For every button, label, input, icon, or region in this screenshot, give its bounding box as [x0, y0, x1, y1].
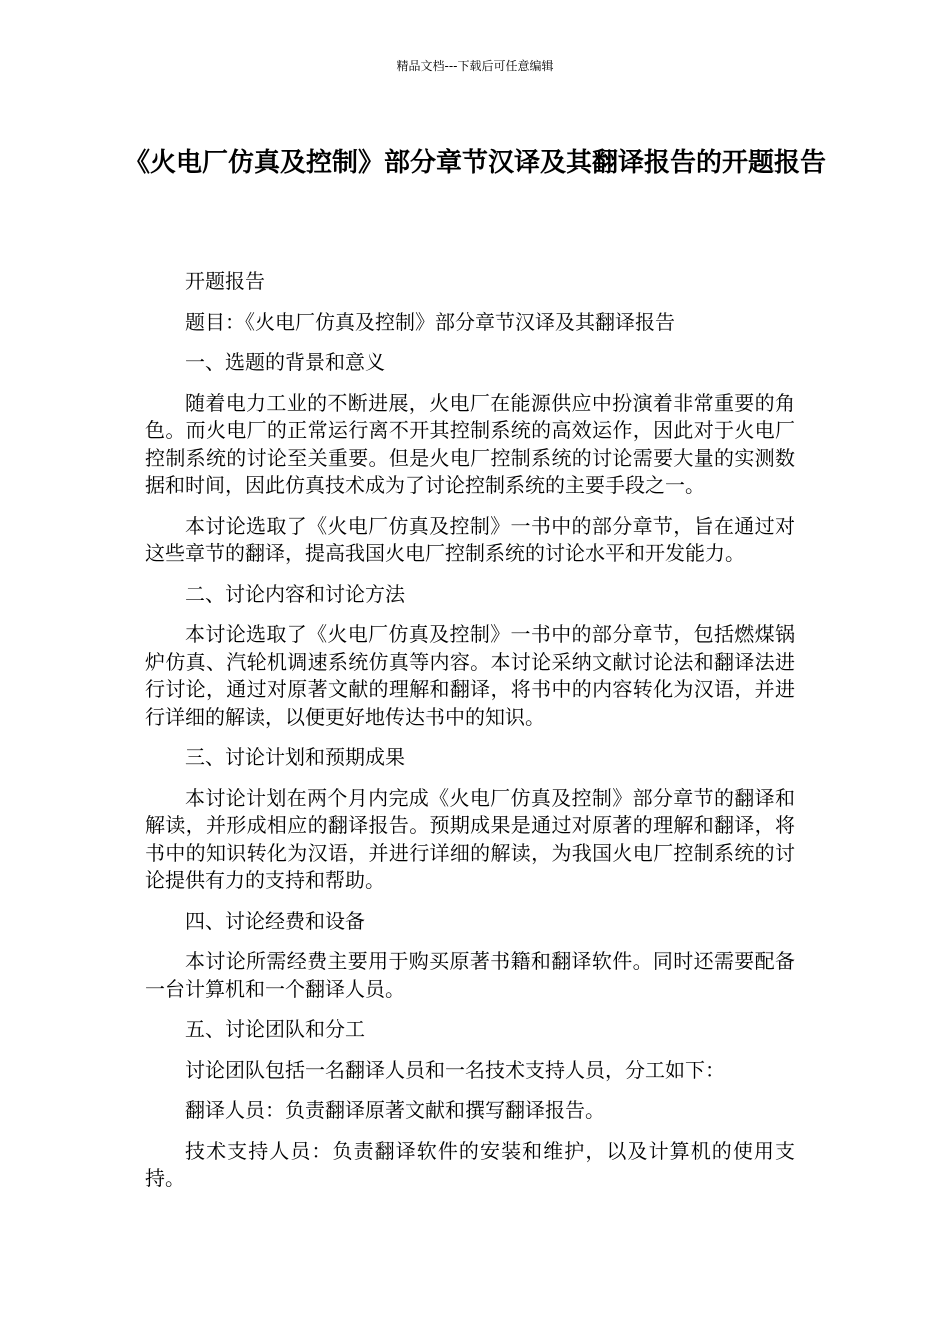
document-title: 《火电厂仿真及控制》部分章节汉译及其翻译报告的开题报告 [123, 148, 826, 178]
heading-opening-report: 开题报告 [185, 269, 265, 293]
section-heading-5: 五、讨论团队和分工 [185, 1017, 365, 1041]
section-heading-2: 二、讨论内容和讨论方法 [185, 581, 405, 606]
paragraph-funding: 本讨论所需经费主要用于购买原著书籍和翻译软件。同时还需要配备一台计算机和一个翻译人员。 [145, 949, 795, 1001]
section-heading-3: 三、讨论计划和预期成果 [185, 745, 405, 769]
paragraph-translator-role: 翻译人员：负责翻译原著文献和撰写翻译报告。 [185, 1098, 605, 1122]
paragraph-plan-outcome: 本讨论计划在两个月内完成《火电厂仿真及控制》部分章节的翻译和解读，并形成相应的翻译报告。预期成果是通过对原著的理解和翻译，将书中的知识转化为汉语，并进行详细的解读，为我国火电厂控制系统的讨论提供有力的支持和帮助。 [145, 785, 795, 892]
paragraph-content-method: 本讨论选取了《火电厂仿真及控制》一书中的部分章节，包括燃煤锅炉仿真、汽轮机调速系统仿真等内容。本讨论采纳文献讨论法和翻译法进行讨论，通过对原著文献的理解和翻译，将书中的内容转化为汉语，并进行详细的解读，以便更好地传达书中的知识。 [145, 622, 795, 729]
paragraph-background: 随着电力工业的不断进展，火电厂在能源供应中扮演着非常重要的角色。而火电厂的正常运行离不开其控制系统的高效运作，因此对于火电厂控制系统的讨论至关重要。但是火电厂控制系统的讨论需要大量的实测数据和时间，因此仿真技术成为了讨论控制系统的主要手段之一。 [145, 390, 795, 497]
header-note: 精品文档---下载后可任意编辑 [396, 59, 554, 73]
paragraph-team: 讨论团队包括一名翻译人员和一名技术支持人员，分工如下： [185, 1057, 725, 1082]
section-heading-1: 一、选题的背景和意义 [185, 350, 385, 374]
paragraph-purpose: 本讨论选取了《火电厂仿真及控制》一书中的部分章节，旨在通过对这些章节的翻译，提高我国火电厂控制系统的讨论水平和开发能力。 [145, 513, 795, 565]
document-body [145, 268, 795, 1206]
paragraph-tech-support-role: 技术支持人员：负责翻译软件的安装和维护，以及计算机的使用支持。 [145, 1138, 795, 1190]
section-heading-4: 四、讨论经费和设备 [185, 908, 365, 933]
topic-line: 题目：《火电厂仿真及控制》部分章节汉译及其翻译报告 [185, 309, 675, 334]
